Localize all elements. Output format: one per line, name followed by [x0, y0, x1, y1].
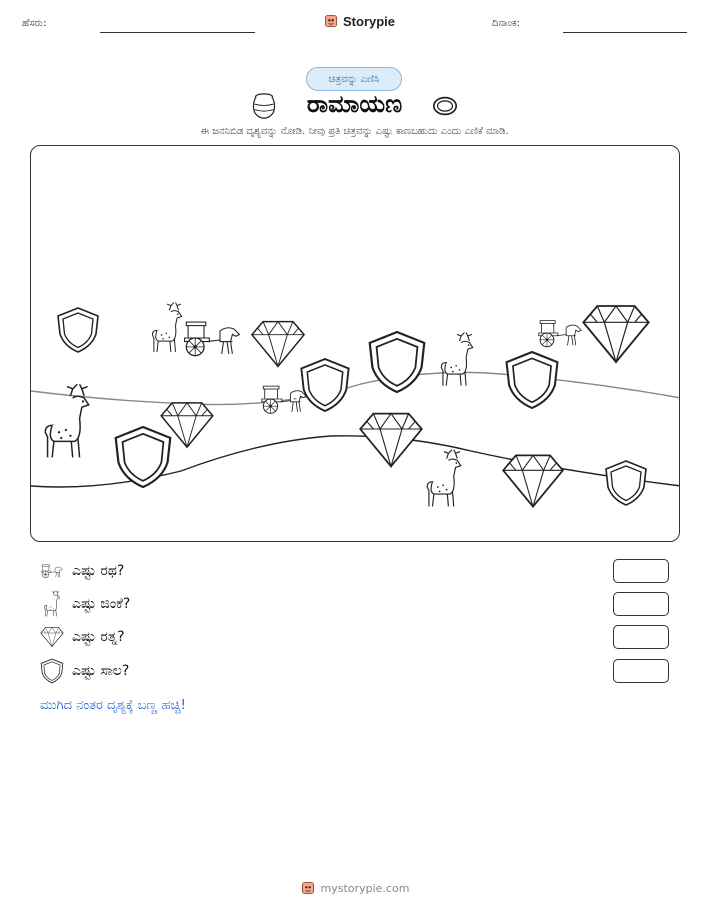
activity-badge: ಚಿತ್ರವನ್ನು ಎಣಿಸಿ	[306, 67, 402, 91]
question-row-deer	[40, 592, 130, 616]
answer-box-shield[interactable]	[613, 659, 669, 683]
gem-icon	[40, 626, 64, 648]
gem-item	[503, 455, 563, 506]
storypie-logo-icon	[300, 880, 316, 896]
answer-box-deer[interactable]	[613, 592, 669, 616]
back-hill-line	[31, 372, 680, 404]
gem-item	[252, 322, 304, 367]
name-input-line[interactable]	[100, 32, 255, 33]
question-row-chariot	[40, 559, 124, 583]
gem-item	[360, 414, 422, 467]
scene-canvas	[31, 146, 680, 542]
question-text: ಎಷ್ಟು ಸಾಲ?	[72, 663, 130, 679]
shield-item	[507, 352, 558, 408]
page-title: ರಾಮಾಯಣ	[306, 90, 403, 118]
deer-item	[152, 303, 181, 352]
shield-item	[116, 427, 171, 487]
date-label: ದಿನಾಂಕ:	[492, 18, 520, 29]
ring-icon	[431, 92, 459, 120]
shield-item	[58, 308, 98, 352]
question-text: ಎಷ್ಟು ರತ್ನ?	[72, 629, 125, 645]
chariot-item	[539, 321, 582, 347]
question-text: ಎಷ್ಟು ರಥ?	[72, 563, 125, 579]
brand-name: Storypie	[343, 13, 396, 29]
date-input-line[interactable]	[563, 32, 687, 33]
name-label: ಹೆಸರು:	[22, 18, 47, 29]
chariot-icon	[40, 561, 64, 581]
shield-icon	[40, 658, 64, 684]
question-row-shield	[40, 659, 129, 683]
storypie-logo-icon	[323, 13, 339, 29]
closing-instruction: ಮುಗಿದ ನಂತರ ದೃಶ್ಯಕ್ಕೆ ಬಣ್ಣ ಹಚ್ಚಿ!	[40, 698, 186, 713]
question-row-gem	[40, 625, 125, 649]
footer-url[interactable]: mystorypie.com	[320, 881, 410, 895]
counting-scene	[30, 145, 680, 542]
brand-logo	[323, 13, 395, 29]
shield-item	[606, 461, 646, 505]
chariot-item	[185, 322, 240, 356]
gem-item	[583, 306, 648, 362]
shield-item	[301, 359, 348, 411]
answer-box-chariot[interactable]	[613, 559, 669, 583]
deer-item	[427, 450, 461, 507]
deer-icon	[40, 590, 64, 618]
question-text: ಎಷ್ಟು ಜಿಂಕೆ?	[72, 596, 131, 612]
instruction-text: ಈ ಜನನಿಬಿಡ ದೃಶ್ಯವನ್ನು ನೋಡಿ. ನೀವು ಪ್ರತಿ ಚಿತ್ರವನ್ನು ಎಷ್ಟು ಕಾಣಬಹುದು ಎಂದು ಎಣಿಕೆ ಮಾಡಿ.	[200, 126, 509, 137]
deer-item	[441, 333, 472, 386]
shield-item	[370, 332, 425, 392]
answer-box-gem[interactable]	[613, 625, 669, 649]
footer	[0, 880, 709, 896]
